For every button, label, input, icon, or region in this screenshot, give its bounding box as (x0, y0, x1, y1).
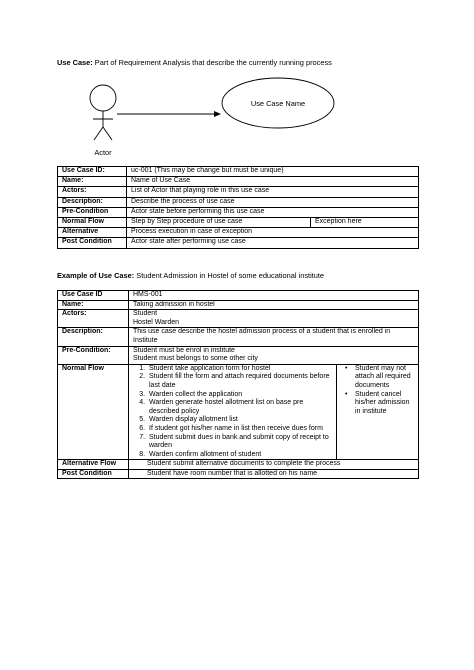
row-value: uc-001 (This may be change but must be unique) (127, 167, 419, 177)
row-exception: Exception here (311, 217, 419, 227)
table-row (58, 300, 419, 310)
table-row (58, 469, 419, 479)
flow-step: 1. Student take application form for hostel (147, 365, 332, 374)
association-arrow (117, 111, 221, 117)
normal-flow-list (133, 365, 332, 460)
use-case-ellipse-label: Use Case Name (250, 99, 306, 108)
row-value: Actor state before performing this use case (127, 207, 419, 217)
table-row (58, 310, 419, 328)
example-use-case-table (57, 290, 419, 479)
table-row (58, 328, 419, 346)
table-row (58, 346, 419, 364)
row-key: Normal Flow (58, 217, 127, 227)
table-row (58, 460, 419, 470)
actor-item: Hostel Warden (133, 318, 180, 326)
row-key: Post Condition (58, 469, 129, 479)
table-row (58, 167, 419, 177)
row-value: Describe the process of use case (127, 197, 419, 207)
row-value (129, 310, 419, 328)
heading-text: Part of Requirement Analysis that describe the currently running process (92, 58, 332, 67)
exception-item: • Student cancel his/her admission in institute (355, 391, 414, 417)
heading-bold: Example of Use Case: (57, 271, 135, 280)
exception-cell (337, 364, 419, 460)
row-value: List of Actor that playing role in this use case (127, 187, 419, 197)
row-key: Use Case ID (58, 291, 129, 301)
row-key: Normal Flow (58, 364, 129, 460)
normal-flow-cell (129, 364, 337, 460)
row-value: HMS-001 (129, 291, 419, 301)
row-key: Use Case ID: (58, 167, 127, 177)
table-row (58, 197, 419, 207)
flow-step: 2. Student fill the form and attach required documents before last date (147, 373, 332, 390)
flow-step: 3. Warden collect the application (147, 391, 332, 400)
row-key: Description: (58, 328, 129, 346)
row-key: Actors: (58, 310, 129, 328)
row-key: Alternative Flow (58, 460, 129, 470)
flow-step: 8. Warden confirm allotment of student (147, 451, 332, 460)
row-value: This use case describe the hostel admission process of a student that is enrolled in Institute (129, 328, 419, 346)
row-key: Actors: (58, 187, 127, 197)
flow-step: 4. Warden generate hostel allotment list on base pre described policy (147, 399, 332, 416)
row-value: Actor state after performing use case (127, 238, 419, 248)
row-value (129, 346, 419, 364)
precondition-item: Student must belongs to some other city (133, 355, 258, 363)
row-key: Name: (58, 177, 127, 187)
table-row (58, 207, 419, 217)
row-key: Alternative (58, 228, 127, 238)
actor-figure (90, 85, 116, 140)
row-value: Student have room number that is allotted on his name (129, 469, 419, 479)
row-key: Description: (58, 197, 127, 207)
row-key: Post Condition (58, 238, 127, 248)
row-value: Taking admission in hostel (129, 300, 419, 310)
row-value: Name of Use Case (127, 177, 419, 187)
row-key: Pre-Condition (58, 207, 127, 217)
heading-bold: Use Case: (57, 58, 93, 67)
flow-step: 7. Student submit dues in bank and submit copy of receipt to warden (147, 434, 332, 451)
flow-step: 6. If student got his/her name in list then receive dues form (147, 425, 332, 434)
use-case-template-table (57, 166, 419, 249)
table-row (58, 187, 419, 197)
actor-label: Actor (94, 148, 112, 157)
precondition-item: Student must be enrol in institute (133, 346, 235, 354)
heading-text: Student Admission in Hostel of some educational institute (134, 271, 325, 280)
table-row (58, 228, 419, 238)
exception-item: • Student may not attach all required documents (355, 365, 414, 391)
table-row (58, 177, 419, 187)
row-key: Name: (58, 300, 129, 310)
table-row (58, 291, 419, 301)
table-row (58, 364, 419, 460)
row-value: Step by Step procedure of use case (127, 217, 311, 227)
row-value: Process execution in case of exception (127, 228, 419, 238)
actor-item: Student (133, 310, 158, 318)
use-case-heading (57, 58, 332, 67)
row-key: Pre-Condition: (58, 346, 129, 364)
table-row (58, 238, 419, 248)
use-case-diagram (0, 70, 474, 165)
row-value: Student submit alternative documents to complete the process (129, 460, 419, 470)
exception-list (341, 365, 414, 417)
flow-step: 5. Warden display allotment list (147, 416, 332, 425)
example-heading (57, 271, 324, 280)
table-row (58, 217, 419, 227)
